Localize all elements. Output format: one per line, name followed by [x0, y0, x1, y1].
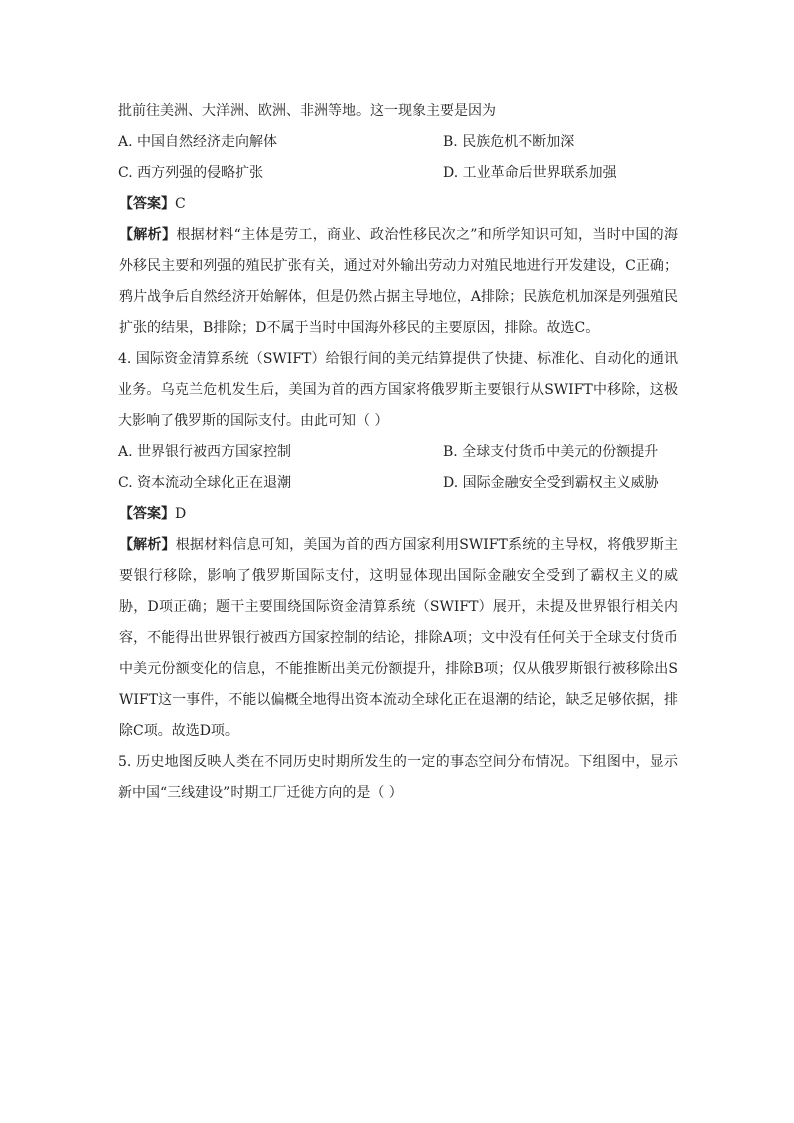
q3-option-a: A. 中国自然经济走向解体 — [118, 134, 278, 150]
q5-stem: 5. 历史地图反映人类在不同历史时期所发生的一定的事态空间分布情况。下组图中，显示新中国“三线建设”时期工厂迁徙方向的是（ ） — [118, 754, 678, 801]
q3-option-b: B. 民族危机不断加深 — [443, 134, 575, 150]
q3-analysis-tag: 【解析】 — [119, 227, 177, 243]
q4-option-a: A. 世界银行被西方国家控制 — [118, 444, 292, 460]
q4-option-d: D. 国际金融安全受到霸权主义威胁 — [443, 475, 659, 491]
q4-options-row-2 — [118, 468, 678, 499]
q3-options-row-2 — [118, 158, 678, 189]
document-page — [118, 96, 678, 809]
q4-analysis-tag: 【解析】 — [119, 537, 176, 553]
q4-analysis-text: 根据材料信息可知，美国为首的西方国家利用SWIFT系统的主导权，将俄罗斯主要银行移除，影响了俄罗斯国际支付，这明显体现出国际金融安全受到了霸权主义的威胁，D项正确；题干主要围绕国际资金清算系统（SWIFT）展开，未提及世界银行相关内容，不能得出世界银行被西方国家控制的结论，排除A项；文中没有任何关于全球支付货币中美元份额变化的信息，不能推断出美元份额提升，排除B项；仅从俄罗斯银行被移除出SWIFT这一事件，不能以偏概全地得出资本流动全球化正在退潮的结论，缺乏足够依据，排除C项。故选D项。 — [119, 537, 679, 739]
q4-analysis — [118, 530, 678, 747]
q4-answer-value: D — [175, 506, 187, 522]
q3-answer — [118, 189, 678, 220]
q3-option-c: C. 西方列强的侵略扩张 — [118, 165, 264, 181]
q4-option-b: B. 全球支付货币中美元的份额提升 — [443, 444, 659, 460]
q3-options-row-1 — [118, 127, 678, 158]
q3-stem-tail: 批前往美洲、大洋洲、欧洲、非洲等地。这一现象主要是因为 — [118, 103, 496, 119]
q3-analysis — [118, 220, 678, 344]
q4-option-c: C. 资本流动全球化正在退潮 — [118, 475, 292, 491]
q3-answer-tag: 【答案】 — [119, 196, 175, 212]
q4-stem: 4. 国际资金清算系统（SWIFT）给银行间的美元结算提供了快捷、标准化、自动化的通讯业务。乌克兰危机发生后，美国为首的西方国家将俄罗斯主要银行从SWIFT中移除，这极大影响了俄罗斯的国际支付。由此可知（ ） — [118, 351, 678, 429]
q3-option-d: D. 工业革命后世界联系加强 — [443, 165, 617, 181]
q4-options-row-1 — [118, 437, 678, 468]
q3-answer-value: C — [175, 196, 186, 212]
q4-answer — [118, 499, 678, 530]
q4-answer-tag: 【答案】 — [119, 506, 175, 522]
q3-analysis-text: 根据材料“主体是劳工，商业、政治性移民次之”和所学知识可知，当时中国的海外移民主要和列强的殖民扩张有关，通过对外输出劳动力对殖民地进行开发建设，C正确；鸦片战争后自然经济开始解体，但是仍然占据主导地位，A排除；民族危机加深是列强殖民扩张的结果，B排除；D不属于当时中国海外移民的主要原因，排除。故选C。 — [119, 227, 679, 336]
